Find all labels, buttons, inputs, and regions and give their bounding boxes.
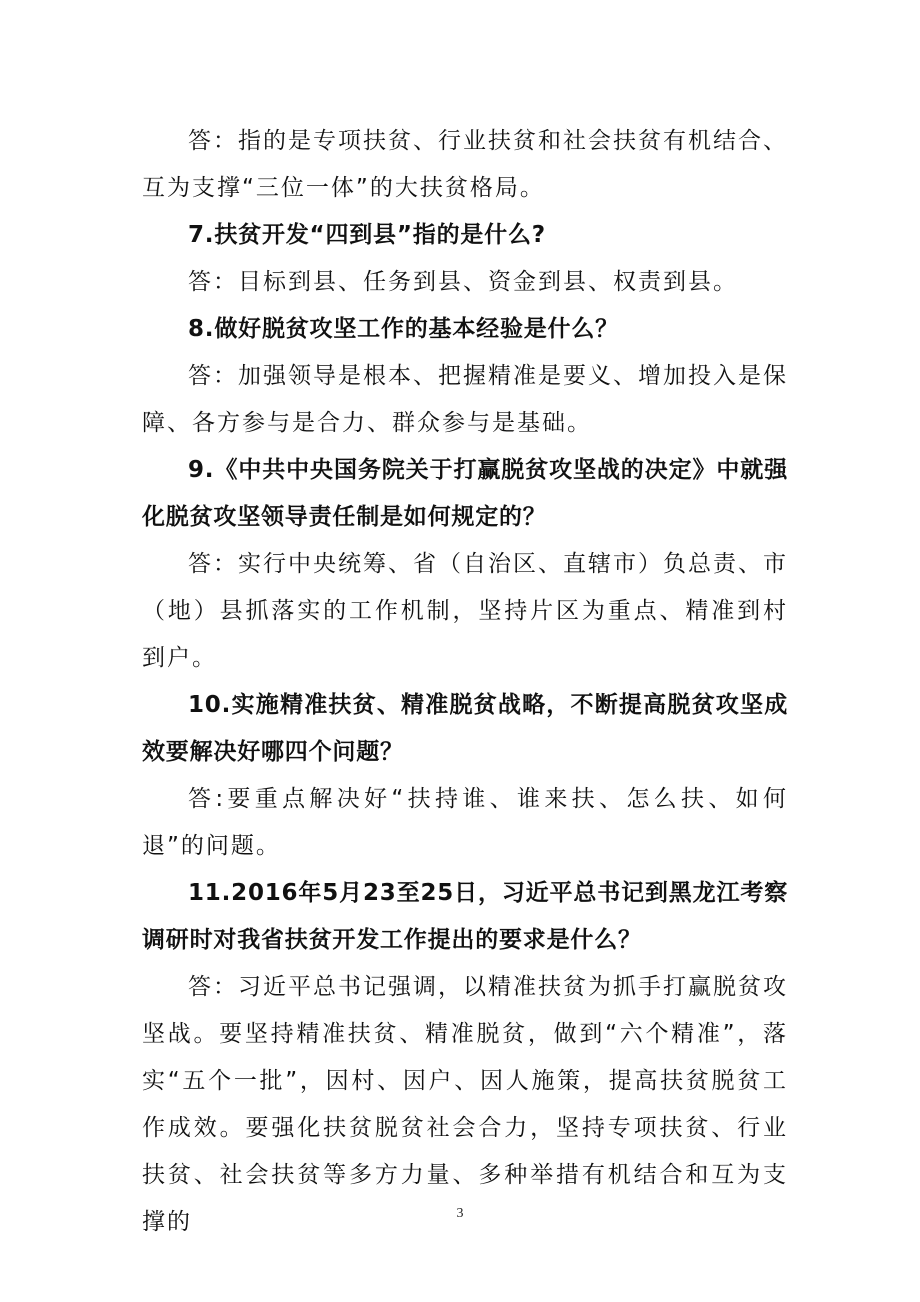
question-11: 11.2016年5月23至25日，习近平总书记到黑龙江考察调研时对我省扶贫开发工作提出的要求是什么？ bbox=[142, 880, 788, 953]
page-body bbox=[142, 118, 788, 1246]
answer-paragraph-10: 答:要重点解决好“扶持谁、谁来扶、怎么扶、如何退”的问题。 bbox=[142, 786, 788, 859]
question-9: 9.《中共中央国务院关于打赢脱贫攻坚战的决定》中就强化脱贫攻坚领导责任制是如何规定的？ bbox=[142, 457, 788, 530]
answer-paragraph-11: 答：习近平总书记强调，以精准扶贫为抓手打赢脱贫攻坚战。要坚持精准扶贫、精准脱贫，做到“六个精准”，落实“五个一批”，因村、因户、因人施策，提高扶贫脱贫工作成效。要强化扶贫脱贫社会合力，坚持专项扶贫、行业扶贫、社会扶贫等多方力量、多种举措有机结合和互为支撑的 bbox=[142, 974, 788, 1235]
question-7: 7.扶贫开发“四到县”指的是什么? bbox=[188, 222, 546, 248]
answer-paragraph-9: 答：实行中央统筹、省（自治区、直辖市）负总责、市（地）县抓落实的工作机制，坚持片区为重点、精准到村到户。 bbox=[142, 551, 788, 671]
page-number: 3 bbox=[456, 1206, 464, 1221]
answer-paragraph-6: 答：指的是专项扶贫、行业扶贫和社会扶贫有机结合、互为支撑“三位一体”的大扶贫格局。 bbox=[142, 128, 788, 201]
question-8: 8.做好脱贫攻坚工作的基本经验是什么？ bbox=[188, 316, 619, 342]
question-10: 10.实施精准扶贫、精准脱贫战略，不断提高脱贫攻坚成效要解决好哪四个问题？ bbox=[142, 692, 788, 765]
answer-paragraph-8: 答：加强领导是根本、把握精准是要义、增加投入是保障、各方参与是合力、群众参与是基础。 bbox=[142, 363, 788, 436]
answer-paragraph-7: 答：目标到县、任务到县、资金到县、权责到县。 bbox=[188, 269, 738, 295]
